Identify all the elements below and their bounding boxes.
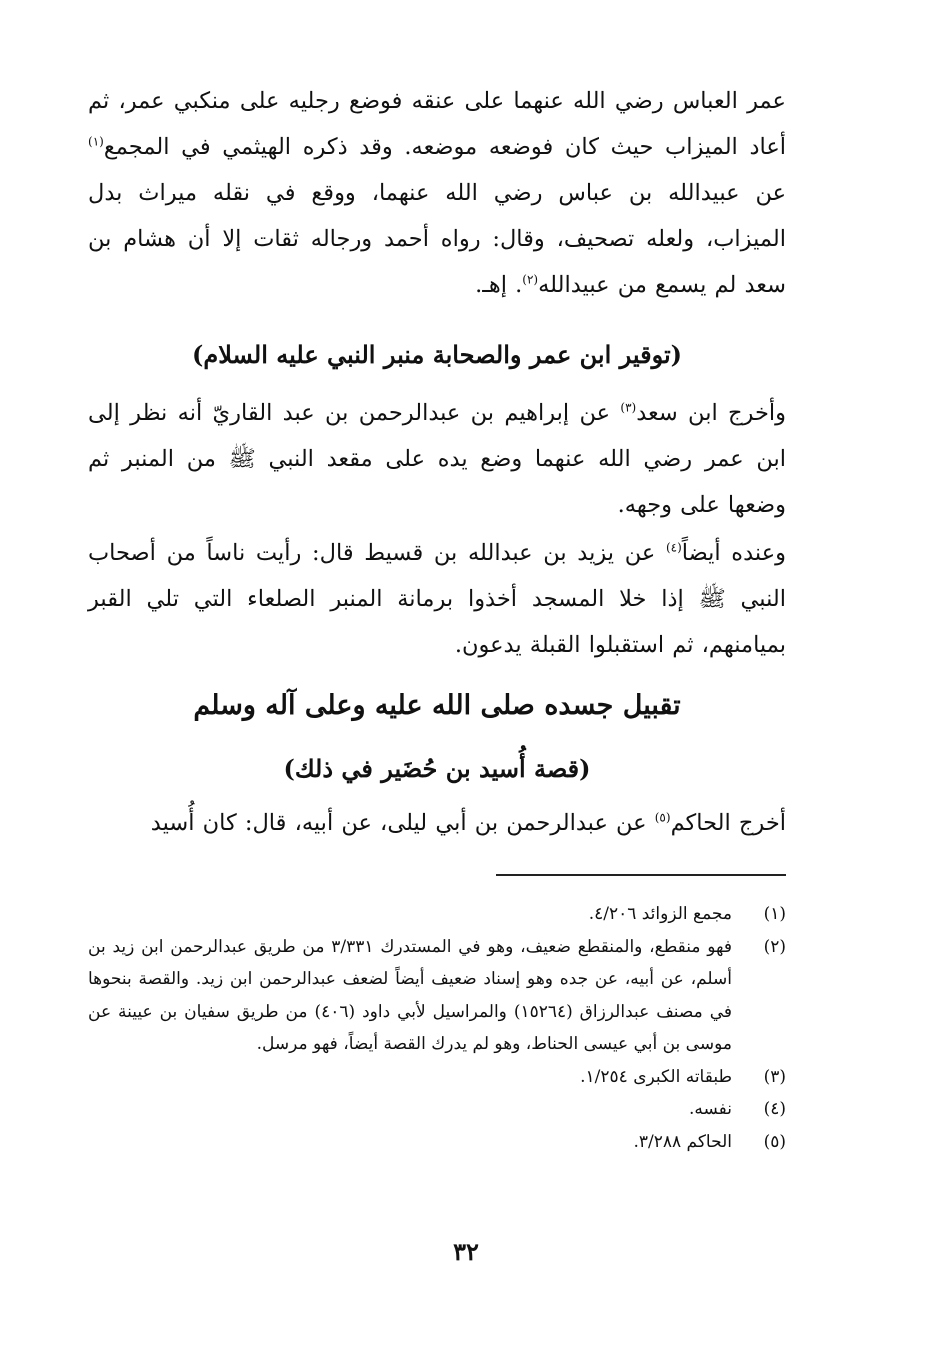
section-subheading-usayd: (قصة أُسيد بن حُضَير في ذلك) bbox=[283, 754, 591, 783]
paragraph-1-text-cont: عن عبيدالله بن عباس رضي الله عنهما، ووقع في نقله ميراث بدل الميزاب، ولعله تصحيف، وقال: رواه أحمد ورجاله ثقات إلا أن هشام بن سعد لم يسمع من عبيدالله bbox=[88, 180, 787, 298]
footnote-text: طبقاته الكبرى ١/٢٥٤. bbox=[580, 1066, 732, 1087]
footnote-number: (٢) bbox=[763, 936, 786, 957]
footnote-number: (١) bbox=[763, 904, 786, 924]
paragraph-2-text: وأخرج ابن سعد bbox=[636, 400, 786, 426]
footnotes bbox=[88, 898, 786, 1158]
footnote-number: (٤) bbox=[763, 1099, 786, 1119]
paragraph-1-end: . إهـ. bbox=[475, 272, 523, 298]
paragraph-1-text: عمر العباس رضي الله عنهما على عنقه فوضع رجليه على منكبي عمر، ثم أعاد الميزاب حيث كان فوضعه موضعه. وقد ذكره الهيثمي في المجمع bbox=[88, 88, 786, 160]
footnote-text: مجمع الزوائد ٤/٢٠٦. bbox=[588, 904, 732, 924]
footnote-2 bbox=[88, 931, 786, 1061]
paragraph-3-text: وعنده أيضاً bbox=[681, 540, 786, 566]
paragraph-4 bbox=[88, 800, 786, 846]
section-heading-kissing: تقبيل جسده صلى الله عليه وعلى آله وسلم bbox=[193, 690, 681, 721]
footnote-number: (٣) bbox=[763, 1066, 786, 1087]
footnote-ref-1[interactable]: (١) bbox=[88, 134, 104, 149]
footnote-ref-4[interactable]: (٤) bbox=[665, 540, 682, 555]
footnote-3 bbox=[88, 1061, 786, 1094]
footnote-text: نفسه. bbox=[688, 1099, 732, 1119]
footnote-text: الحاكم ٣/٢٨٨. bbox=[633, 1131, 732, 1152]
footnote-ref-2[interactable]: (٢) bbox=[522, 272, 539, 287]
footnote-number: (٥) bbox=[763, 1131, 786, 1152]
paragraph-4-text: أخرج الحاكم bbox=[670, 810, 786, 836]
section-heading-minbar: (توقير ابن عمر والصحابة منبر النبي عليه السلام) bbox=[191, 340, 683, 369]
footnote-1 bbox=[88, 898, 786, 931]
paragraph-2-text-cont: عن إبراهيم بن عبدالرحمن بن عبد القاريّ أنه نظر إلى ابن عمر رضي الله عنهما وضع يده على مقعد النبي ﷺ من المنبر ثم وضعها على وجهه. bbox=[88, 400, 786, 518]
footnote-ref-5[interactable]: (٥) bbox=[654, 810, 671, 825]
footnote-text: فهو منقطع، والمنقطع ضعيف، وهو في المستدرك ٣/٣٣١ من طريق عبدالرحمن ابن زيد بن أسلم، عن أبيه، عن جده وهو إسناد ضعيف أيضاً لضعف عبدالرحمن ابن زيد. والقصة بنحوها في مصنف عبدالرزاق (١٥٢٦٤) والمراسيل لأبي داود (٤٠٦) من طريق سفيان بن عيينة عن موسى بن أبي عيسى الحناط، وهو لم يدرك القصة أيضاً، فهو مرسل. bbox=[88, 936, 733, 1054]
paragraph-1 bbox=[88, 78, 786, 308]
paragraph-3-text-cont: عن يزيد بن عبدالله بن قسيط قال: رأيت ناساً من أصحاب النبي ﷺ إذا خلا المسجد أخذوا برمانة المنبر الصلعاء التي تلي القبر بميامنهم، ثم استقبلوا القبلة يدعون. bbox=[88, 540, 786, 658]
footnote-ref-3[interactable]: (٣) bbox=[620, 400, 637, 415]
footnote-5 bbox=[88, 1126, 786, 1159]
page-number: ٣٢ bbox=[453, 1237, 479, 1266]
footnote-4 bbox=[88, 1093, 786, 1126]
footnote-divider bbox=[496, 874, 786, 876]
paragraph-2 bbox=[88, 390, 786, 528]
paragraph-3 bbox=[88, 530, 786, 668]
paragraph-4-text-cont: عن عبدالرحمن بن أبي ليلى، عن أبيه، قال: كان أُسيد bbox=[150, 810, 655, 836]
